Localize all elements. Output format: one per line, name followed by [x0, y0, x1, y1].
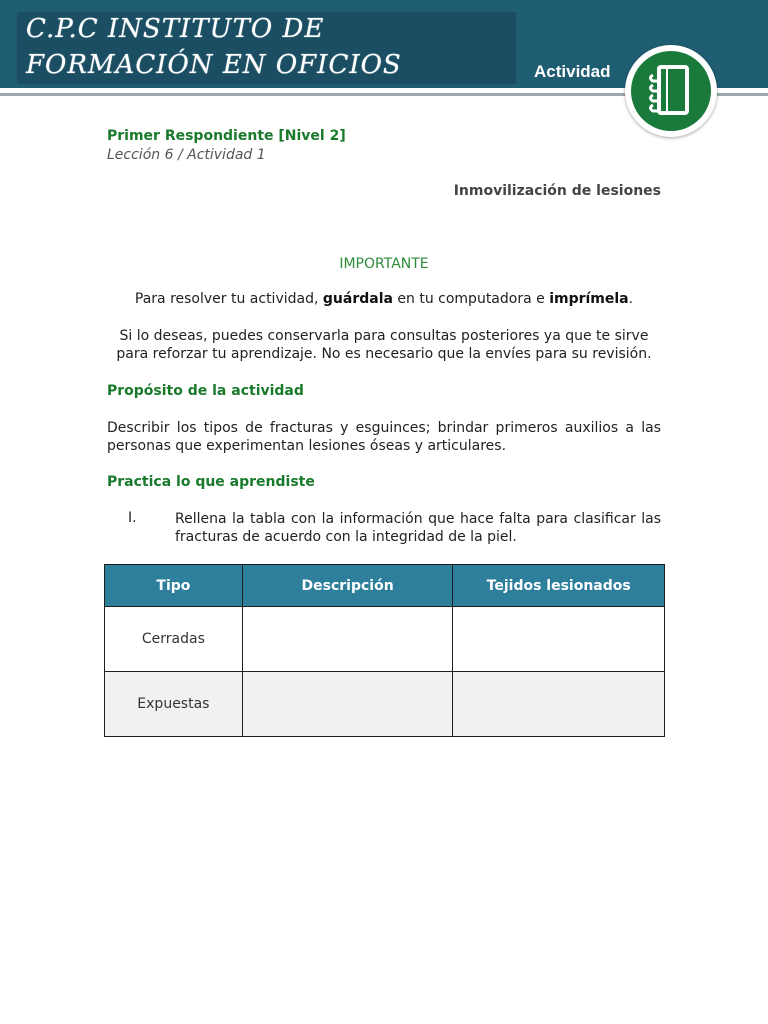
cell-tissue-input[interactable]: [453, 607, 665, 672]
important-heading: IMPORTANTE: [339, 256, 429, 272]
cell-description-input[interactable]: [242, 607, 453, 672]
instruction-paragraph: [107, 291, 661, 307]
practice-heading: Practica lo que aprendiste: [107, 474, 315, 490]
list-item-number: I.: [128, 510, 137, 526]
institute-title-line1: C.P.C INSTITUTO DE: [26, 14, 325, 44]
topic-title: Inmovilización de lesiones: [453, 183, 661, 199]
note-paragraph: Si lo deseas, puedes conservarla para consultas posteriores ya que te sirve para reforzar tu aprendizaje. No es necesario que la envíes para su revisión.: [116, 328, 652, 362]
instruction-bold-print: imprímela: [549, 291, 629, 307]
institute-title-line2: FORMACIÓN EN OFICIOS: [26, 50, 402, 80]
instruction-text-1: Para resolver tu actividad,: [134, 291, 323, 307]
instruction-text-3: .: [628, 291, 634, 307]
purpose-heading: Propósito de la actividad: [107, 383, 304, 399]
table-row: [105, 672, 665, 737]
cell-description-input[interactable]: [242, 672, 453, 737]
activity-badge: [625, 45, 717, 137]
header-descripcion: Descripción: [242, 565, 453, 607]
lesson-subtitle: Lección 6 / Actividad 1: [107, 147, 266, 163]
notebook-icon: [643, 61, 699, 121]
table-header-row: [105, 565, 665, 607]
course-title: Primer Respondiente [Nivel 2]: [107, 128, 346, 144]
purpose-paragraph: Describir los tipos de fracturas y esguinces; brindar primeros auxilios a las personas que experimentan lesiones óseas y articulares.: [107, 420, 661, 454]
institute-title-box: [17, 12, 516, 84]
activity-label: Actividad: [534, 62, 611, 81]
fracture-table: [104, 564, 665, 737]
cell-type-expuestas: Expuestas: [105, 672, 243, 737]
instruction-text-2: en tu computadora e: [392, 291, 550, 307]
instruction-bold-save: guárdala: [322, 291, 393, 307]
list-item-text: Rellena la tabla con la información que hace falta para clasificar las fracturas de acuerdo con la integridad de la piel.: [175, 511, 661, 545]
header-tipo: Tipo: [105, 565, 243, 607]
cell-tissue-input[interactable]: [453, 672, 665, 737]
table-row: [105, 607, 665, 672]
cell-type-cerradas: Cerradas: [105, 607, 243, 672]
header-tejidos: Tejidos lesionados: [453, 565, 665, 607]
